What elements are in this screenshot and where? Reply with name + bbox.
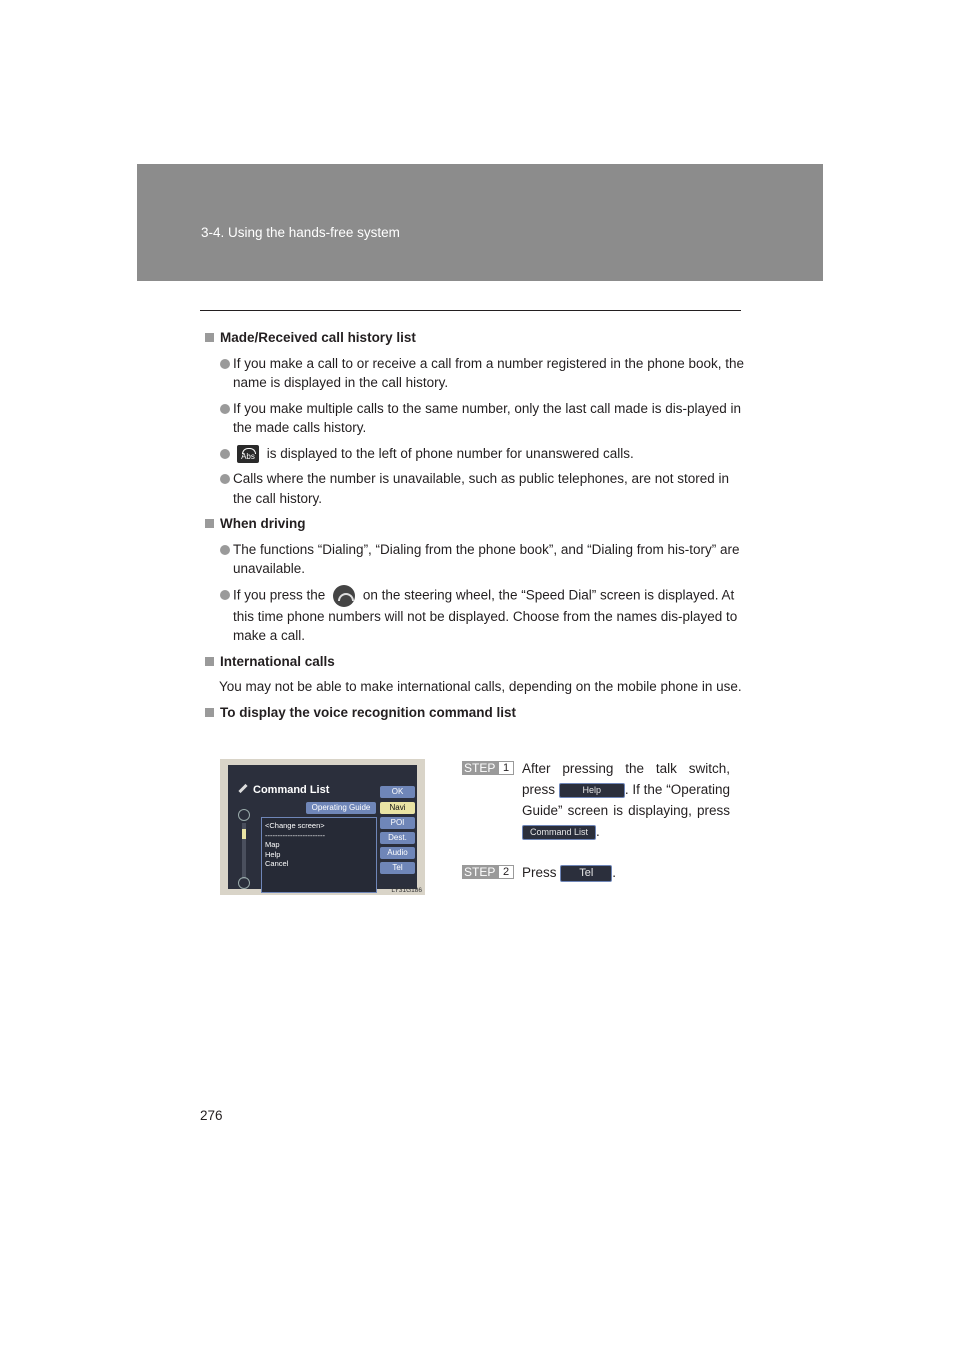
step-2-text: Press Tel . (522, 865, 617, 880)
command-list (261, 817, 377, 893)
bullet-item: Abs is displayed to the left of phone number for unanswered calls. (205, 444, 745, 464)
bullet-dot-icon (220, 545, 230, 555)
content (205, 328, 745, 728)
page-number: 276 (200, 1108, 223, 1123)
command-list-screenshot (220, 759, 425, 895)
list-item: <Change screen> (265, 821, 325, 830)
bullet-item: If you press the on the steering wheel, the “Speed Dial” screen is displayed. At this time phone numbers will not be displayed. Choose from the names dis-played to make a call. (205, 585, 745, 646)
section-title: 3-4. Using the hands-free system (201, 225, 400, 240)
square-bullet-icon (205, 657, 214, 666)
scrollbar-thumb (242, 829, 246, 839)
step-1-label: STEP 1 (462, 761, 514, 775)
ok-button: OK (380, 786, 415, 798)
bullet-dot-icon (220, 449, 230, 459)
bullet-item: If you make a call to or receive a call from a number registered in the phone book, the name is displayed in the call history. (205, 354, 745, 393)
list-item: ------------------------ (265, 830, 325, 840)
step-1-text: After pressing the talk switch, press Help . If the “Operating Guide” screen is displaying, press Command List . (522, 761, 730, 839)
bullet-item: The functions “Dialing”, “Dialing from the phone book”, and “Dialing from his-tory” are unavailable. (205, 540, 745, 579)
square-bullet-icon (205, 708, 214, 717)
tel-button: Tel (380, 862, 415, 874)
list-item: Cancel (265, 859, 289, 868)
square-bullet-icon (205, 519, 214, 528)
bullet-dot-icon (220, 590, 230, 600)
list-item: Help (265, 849, 281, 859)
scroll-up-icon (238, 809, 250, 821)
section-heading: To display the voice recognition command list (205, 703, 745, 723)
scroll-down-icon (238, 877, 250, 889)
navi-button: Navi (380, 802, 415, 814)
dest-button: Dest. (380, 832, 415, 844)
list-item: Map (265, 840, 280, 849)
audio-button: Audio (380, 847, 415, 859)
abs-icon: Abs (237, 445, 259, 463)
bullet-dot-icon (220, 474, 230, 484)
section-heading: International calls (205, 652, 745, 672)
phone-switch-icon (333, 585, 355, 607)
figure-code: LY31G186 (391, 887, 422, 894)
screen-title: Command List (253, 784, 330, 796)
screen (228, 765, 417, 889)
header-band (137, 164, 823, 281)
section-heading: Made/Received call history list (205, 328, 745, 348)
bullet-item: If you make multiple calls to the same number, only the last call made is dis-played in the made calls history. (205, 399, 745, 438)
step-2-label: STEP 2 (462, 865, 514, 879)
bullet-item: Calls where the number is unavailable, such as public telephones, are not stored in the call history. (205, 469, 745, 508)
microphone-icon (238, 784, 247, 793)
bullet-dot-icon (220, 359, 230, 369)
square-bullet-icon (205, 333, 214, 342)
command-list-button: Command List (522, 825, 596, 840)
bullet-dot-icon (220, 404, 230, 414)
section-heading: When driving (205, 514, 745, 534)
poi-button: POI (380, 817, 415, 829)
help-button: Help (559, 783, 625, 798)
divider (200, 310, 741, 311)
tab-operating-guide: Operating Guide (306, 802, 376, 814)
tel-button: Tel (560, 865, 612, 882)
paragraph: You may not be able to make international calls, depending on the mobile phone in use. (219, 679, 742, 694)
